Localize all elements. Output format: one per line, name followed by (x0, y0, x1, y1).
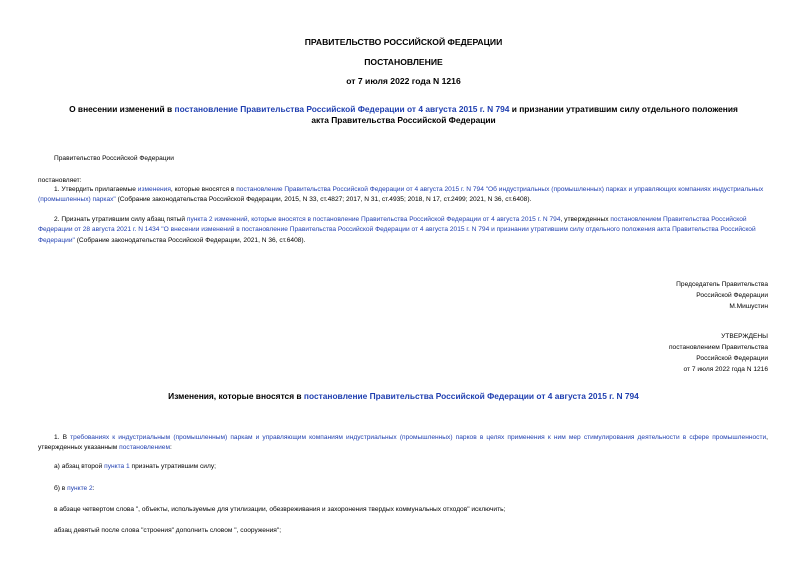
changes-paragraph-3: б) в пункте 2: (54, 485, 95, 492)
intro-text: Правительство Российской Федерации (54, 155, 174, 162)
title-link[interactable]: постановление Правительства Российской Федерации от 4 августа 2015 г. N 794 (174, 104, 510, 114)
item-1: 1. Утвердить прилагаемые изменения, которые вносятся в постановление Правительства Российской Федерации от 4 августа 2015 г. N 794 "Об индустриальных (промышленных) парках и управляющих компаниях индустриальных (промышленных) парках" (Собрание законодательства Российской Федерации, 2015, N 33, ст.4827; 2017, N 31, ст.4935; 2018, N 17, ст.2499; 2021, N 36, ст.6408). (38, 186, 764, 204)
document-type: ПОСТАНОВЛЕНИЕ (364, 57, 443, 67)
changes-paragraph-1: 1. В требованиях к индустриальным (промышленным) паркам и управляющим компаниям индустриальных (промышленных) парков в целях применения к ним мер стимулирования деятельности в сфере промышленности, утвержденных указанным постановлением: (38, 434, 768, 452)
item-1-link-resolution[interactable]: постановление Правительства Российской Федерации от 4 августа 2015 г. N 794 "Об индустриальных (промышленных) парках и управляющих компаниях индустриальных (промышленных) парках" (38, 186, 764, 204)
changes-paragraph-5: абзац девятый после слова "строения" дополнить словом ", сооружения"; (54, 527, 282, 534)
changes-title-link[interactable]: постановление Правительства Российской Федерации от 4 августа 2015 г. N 794 (303, 391, 639, 401)
changes-paragraph-2: а) абзац второй пункта 1 признать утратившим силу; (54, 463, 216, 470)
title-text-2: и признании утратившим силу отдельного положения (509, 104, 738, 114)
item-1-link-changes[interactable]: изменения (137, 186, 171, 193)
signature-name: М.Мишустин (729, 303, 768, 310)
approval-date: от 7 июля 2022 года N 1216 (683, 366, 768, 373)
signature-country: Российской Федерации (696, 292, 768, 299)
approval-block (669, 331, 768, 375)
title-line-2: акта Правительства Российской Федерации (311, 115, 496, 125)
changes-title: Изменения, которые вносятся в постановление Правительства Российской Федерации от 4 августа 2015 г. N 794 (168, 391, 639, 401)
approval-heading: УТВЕРЖДЕНЫ (721, 333, 768, 340)
document-title (0, 104, 807, 126)
point-1-link[interactable]: пункта 1 (104, 463, 130, 470)
document-date-number: от 7 июля 2022 года N 1216 (346, 76, 461, 86)
point-2-link[interactable]: пункте 2 (67, 485, 93, 492)
item-2-link-changes[interactable]: пункта 2 изменений, которые вносятся в постановление Правительства Российской Федерации от 4 августа 2015 г. N 794 (186, 216, 561, 223)
resolution-link[interactable]: постановлением (119, 444, 171, 452)
title-text: О внесении изменений в (69, 104, 175, 114)
signature-position: Председатель Правительства (676, 281, 768, 288)
government-heading: ПРАВИТЕЛЬСТВО РОССИЙСКОЙ ФЕДЕРАЦИИ (304, 37, 503, 47)
signature-block (676, 279, 768, 312)
approval-country: Российской Федерации (696, 355, 768, 362)
requirements-link[interactable]: требованиях к индустриальным (промышленным) паркам и управляющим компаниям индустриальных (промышленных) парков в целях применения к ним мер стимулирования деятельности в сфере промышленности (70, 434, 767, 441)
decides-text: постановляет: (38, 177, 82, 184)
item-2-link-resolution[interactable]: постановлением Правительства Российской Федерации от 28 августа 2021 г. N 1434 "О внесении изменений в постановление Правительства Российской Федерации от 4 августа 2015 г. N 794 и признании утратившим силу отдельного положения акта Правительства Российской Федерации" (38, 216, 756, 244)
approval-by: постановлением Правительства (668, 344, 768, 351)
item-2: 2. Признать утратившим силу абзац пятый пункта 2 изменений, которые вносятся в постановление Правительства Российской Федерации от 4 августа 2015 г. N 794, утвержденных постановлением Правительства Российской Федерации от 28 августа 2021 г. N 1434 "О внесении изменений в постановление Правительства Российской Федерации от 4 августа 2015 г. N 794 и признании утратившим силу отдельного положения акта Правительства Российской Федерации" (Собрание законодательства Российской Федерации, 2021, N 36, ст.6408). (38, 216, 756, 244)
changes-paragraph-4: в абзаце четвертом слова ", объекты, используемые для утилизации, обезвреживания и захоронения твердых коммунальных отходов" исключить; (54, 506, 506, 513)
